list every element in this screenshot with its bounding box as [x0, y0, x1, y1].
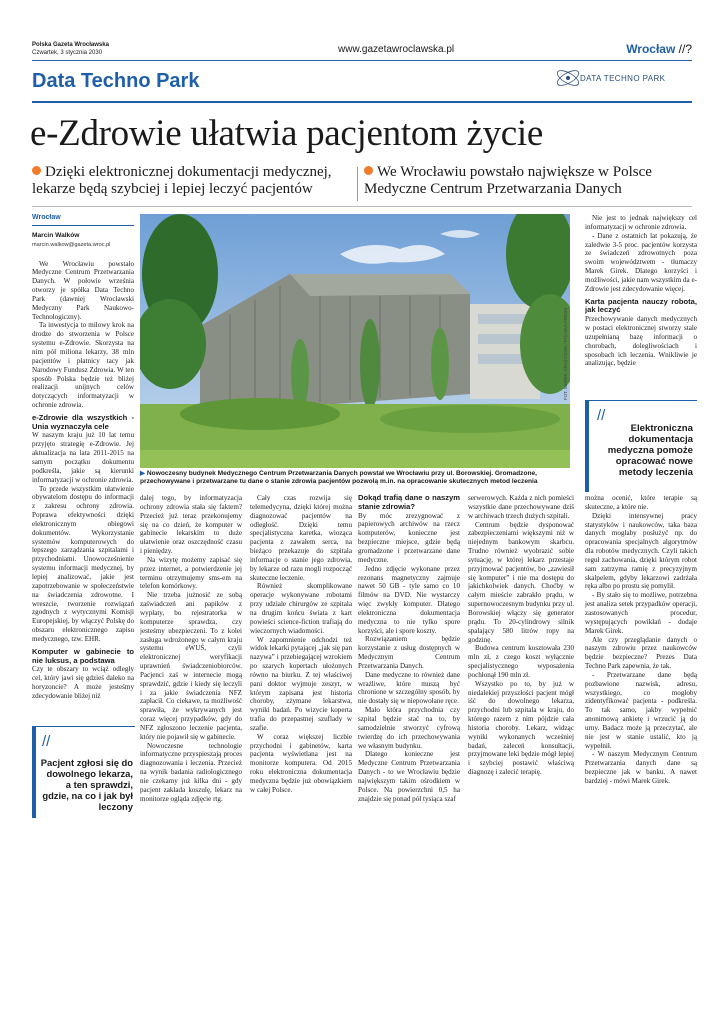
article-column-6 — [585, 494, 697, 816]
lead-1-text: Dzięki elektronicznej dokumentacji medycznej, lekarze będą szybciej i lepiej leczyć pacjentów — [32, 164, 332, 197]
photo-credit: FOT. MAREK GRAŻYŃSKI / POLSKA PRESS — [563, 307, 568, 400]
article-column-3 — [250, 494, 352, 814]
quote-mark-icon: // — [42, 733, 51, 750]
paragraph: Nie jest to jednak największy cel informatyzacji w ochronie zdrowia. — [585, 214, 697, 231]
paragraph: Również skomplikowane operacje wykonywane robotami przy udziale chirurgów ze szpitala na drugim końcu świata z kart powieści science-fiction trafiają do wieczornych wiadomości. — [250, 582, 352, 635]
paragraph: - Dane z ostatnich lat pokazują, że zaledwie 3-5 proc. pacjentów korzysta ze świadczeń zdrowotnych poza swoim województwem - tłumaczy Marek Girek. Dlatego korzyści i możliwości, jakie nam wszystkim da e-Zdrowie jest zdecydowanie więcej. — [585, 231, 697, 293]
paragraph: W coraz większej liczbie przychodni i gabinetów, karta pacjenta wyświetlana jest na monitorze komputera. Od 2015 roku elektroniczna dokumentacja medyczna będzie już obowiązkiem w całej Polsce. — [250, 732, 352, 794]
subheading: Komputer w gabinecie to nie luksus, a podstawa — [32, 646, 134, 665]
quote-mark-icon: // — [597, 407, 606, 424]
paragraph: Ta inwestycja to milowy krok na drodze do stworzenia w Polsce systemu e-Zdrowie. Skorzysta na nim pół miliona lekarzy, 38 mln pacjentów i płatnicy tacy jak Narodowy Fundusz Zdrowia. W ten sposób Polska będzie też bliżej realizacji unijnych celów dotyczących informatyzacji w ochronie zdrowia. — [32, 321, 134, 410]
article-column-5 — [468, 494, 574, 814]
city-name: Wrocław — [626, 42, 676, 56]
city-label — [626, 42, 692, 56]
bullet-dot-icon — [364, 166, 373, 175]
paragraph: dalej tego, by informatyzacja ochrony zdrowia stała się faktem? Przecież już teraz przekonujemy się na co dzień, że komputer w gabinecie lekarskim to duże ułatwienie oraz oszczędność czasu i pieniędzy. — [140, 494, 242, 556]
paragraph: - W naszym Medycznym Centrum Przetwarzania danych dane są bezpieczne jak w banku. A nawet bardziej - mówi Marek Girek. — [585, 750, 697, 785]
paragraph: Nowoczesne technologie informatyczne przyspieszają proces diagnozowania i leczenia. Przecież na wynik badania radiologicznego nie czekamy już kilka dni - gdy pacjent zakłada koszulę, lekarz na monitorze ogląda zdjęcie rtg. — [140, 741, 242, 803]
paragraph: W zapomnienie odchodzi też widok lekarki pytającej „jak się pan nazywa” i przebiegającej wzrokiem po szarych kopertach ułożonych równo na biurku. Z tej właściwej pani doktor wyjmuje zeszyt, w którym zapisana jest historia choroby, zżymane lekarstwa, wyniki badań. Po wizycie koperta trafia do przepastnej szuflady w szafie. — [250, 635, 352, 732]
header-rule — [32, 60, 692, 61]
pull-quote-text: Pacjent zgłosi się do dowolnego lekarza, a ten sprawdzi, gdzie, na co i jak był leczony — [40, 757, 133, 812]
paragraph: We Wrocławiu powstało Medyczne Centrum Przetwarzania Danych. W połowie września otworzy je spółka Data Techno Park (dawniej Wrocławski Medyczny Park Naukowo-Technologiczny). — [32, 259, 134, 321]
paragraph: Cały czas rozwija się telemedycyna, dzięki której można diagnozować pacjentów na odległość. Dzięki temu specjalistyczna karetka, wioząca pacjenta z zawałem serca, na bieżąco przekazuje do szpitala informacje o stanie jego zdrowia, by lekarze od razu mogli rozpocząć skuteczne leczenie. — [250, 494, 352, 582]
subheading: e-Zdrowie dla wszystkich - Unia wyznaczyła cele — [32, 412, 134, 431]
bullet-dot-icon — [32, 166, 41, 175]
paragraph: W naszym kraju już 10 lat temu przyjęto strategię e-Zdrowie. Jej aktualizacja na lata 2011-2015 na samym początku dokumentu podkreśla, jakie są kierunki informatyzacji w ochronie zdrowia. — [32, 431, 134, 484]
author: Marcin Walków — [32, 231, 80, 239]
paragraph: Dzięki intensywnej pracy statystyków i naukowców, taka baza danych mogłaby posłużyć np. do opracowania specjalnych algorytmów dla robotów medycznych. Czyli takich reguł zachowania, dzięki którym robot sam zatrzyma ramię z precyzyjnym skalpelem, gdyby lekarzowi zadrżała ręka albo po prostu się pomylił. — [585, 511, 697, 591]
subheading: Dokąd trafią dane o naszym stanie zdrowia? — [358, 494, 460, 511]
pull-quote-text: Elektroniczna dokumentacja medyczna pomoże opracować nowe metody leczenia — [607, 423, 693, 478]
pull-quote-1 — [585, 400, 697, 492]
caption-text: Nowoczesny budynek Medycznego Centrum Przetwarzania Danych powstał we Wrocławiu przy ul. Borowskiej. Gromadzone, przechowywane i przetwarzane tu dane o stanie zdrowia pacjentów pozwolą m.in. na opracowanie skutecznych metod leczenia — [140, 470, 538, 485]
paragraph: Rozwiązaniem będzie korzystanie z usług dostępnych w Medycznym Centrum Przetwarzania Danych. — [358, 635, 460, 670]
city-suffix: //? — [678, 42, 692, 56]
paragraph: serwerowych. Każda z nich pomieści wszystkie dane przechowywane dziś w archiwach trzech dużych szpitali. — [468, 494, 574, 520]
paragraph: Ale czy przeglądanie danych o naszym zdrowiu przez naukowców będzie bezpieczne? Prezes Data Techno Park zapewnia, że tak. — [585, 635, 697, 671]
article-column-4 — [358, 494, 460, 814]
paragraph: Jedno zdjęcie wykonane przez rezonans magnetyczny zajmuje nawet 50 GB - tyle samo co 10 filmów na DVD. Nie wystarczy więc zwykły komputer. Dlatego elektroniczna dokumentacja medyczna to nie tylko spore korzyści, ale i spore koszty. — [358, 564, 460, 635]
article-column-6-top — [585, 214, 697, 389]
masthead-info — [32, 42, 109, 57]
article-column-1 — [32, 214, 134, 714]
section-title: Data Techno Park — [32, 70, 200, 92]
paragraph: By móc zrezygnować z papierowych archiwów na rzecz komputerów, konieczne jest bezpieczne miejsce, gdzie będą gromadzone i przetwarzane dane medyczne. — [358, 511, 460, 564]
building-photo — [140, 214, 570, 468]
paragraph: To przede wszystkim ułatwienie obywatelom dostępu do informacji z zakresu ochrony zdrowia. Poprawa efektywności dzięki elektronicznym obiegowi dokumentów. Wykorzystanie systemów komputerowych do lepszego zarządzania szpitalami i przychodniami. Unowocześnienie systemu informacji medycznej, by lepiej analizować, jakie jest zapotrzebowanie w społeczeństwie na świadczenia zdrowotne. I wreszcie, tworzenie rozwiązań zgodnych z wytycznymi Komisji Europejskiej, by włączyć Polskę do obszaru elektronicznego zapisu medycznego, tzw. EHR. — [32, 484, 134, 643]
photo-caption — [140, 470, 572, 486]
caption-triangle-icon: ▶ — [140, 470, 146, 477]
paragraph: Przechowywanie danych medycznych w postaci elektronicznej stworzy stale uzupełnianą bazę informacji o chorobach, dolegliwościach i sposobach ich leczenia. Wnikliwie je analizując, będzie — [585, 315, 697, 368]
author-email[interactable]: marcin.walkow@gazeta.wroc.pl — [32, 241, 111, 248]
lead-divider — [357, 167, 358, 201]
headline: e-Zdrowie ułatwia pacjentom życie — [30, 113, 543, 154]
paragraph: Dane medyczne to również dane wrażliwe, które muszą być chronione w szczególny sposób, by nie dostały się w niepowołane ręce. — [358, 670, 460, 706]
paper-name: Polska Gazeta Wrocławska — [32, 42, 109, 48]
paragraph: Centrum będzie dysponować zabezpieczeniami większymi niż w niejednym bankowym skarbcu. Trudno również wyobrazić sobie sytuację, w której lekarz przestaje przyjmować pacjentów, bo „zawiesił się komputer” i nie ma dostępu do jakichkolwiek danych. Choćby w całym mieście zabrakło prądu, w supernowoczesnym budynku przy ul. Borowskiej włączy się generator prądu. To 20-cylindrowy silnik spalający 580 litrów ropy na godzinę. — [468, 520, 574, 644]
issue-date: Czwartek, 3 stycznia 2030 — [32, 49, 103, 56]
paragraph: Na wizytę możemy zapisać się przez internet, a potwierdzenie jej terminu otrzymujemy sms-em na telefon komórkowy. — [140, 555, 242, 591]
article-column-2 — [140, 494, 242, 814]
paragraph: Dlatego konieczne jest Medyczne Centrum Przetwarzania Danych - to we Wrocławiu będzie największym takim ośrodkiem w Polsce. Na powierzchni 0,5 ha znajdzie się ponad pół tysiąca szaf — [358, 750, 460, 803]
paragraph: Wszystko po to, by już w niedalekiej przyszłości pacjent mógł iść do dowolnego lekarza, przychodni lub szpitala w kraju, do którego razem z nim pójdzie cała historia choroby. Lekarz, widząc wyniki wykonanych wcześniej badań, zaleceń konsultacji, przyjmowane leki będzie mógł lepiej i szybciej postawić właściwą diagnozę i zalecić terapię. — [468, 679, 574, 777]
paragraph: można ocenić, które terapie są skuteczne, a które nie. — [585, 494, 697, 511]
paragraph: Budowa centrum kosztowała 230 mln zł, z czego koszt wyłącznie specjalistycznego wyposażenia pochłonął 190 mln zł. — [468, 644, 574, 679]
lead-2-text: We Wrocławiu powstało największe w Polsce Medyczne Centrum Przetwarzania Danych — [364, 164, 652, 197]
lead-rule — [32, 206, 692, 207]
pull-quote-2 — [32, 726, 135, 818]
lead-1 — [32, 164, 352, 198]
logo-wordmark: DATA TECHNO PARK — [580, 74, 666, 83]
lead-2 — [364, 164, 698, 198]
site-url[interactable]: www.gazetawroclawska.pl — [338, 44, 455, 55]
paragraph: Nie trzeba jużnosić ze sobą zaświadczeń ani papików z wypłaty, bo rejestratorka w komputerze sprawdza, czy jesteśmy ubezpieczeni. To z kolei zasługa wdrożonego w całym kraju systemu eWUŚ, czyli elektronicznej weryfikacji uprawnień świadczeniobiorców. Pacjenci zaś w internecie mogą sprawdzić, gdzie i kiedy się leczyli i za jakie świadczenia NFZ zapłacił. Co ciekawe, ta możliwość sprawiła, że wykrywanych jest coraz więcej przypadków, gdy do NFZ zgłoszono leczenie pacjenta, który nie pojawił się w gabinecie. — [140, 591, 242, 741]
subheading: Karta pacjenta nauczy robota, jak leczyć — [585, 296, 697, 315]
section-rule — [32, 101, 692, 103]
paragraph: - Przetwarzane dane będą pozbawione nazwisk, adresu, wszystkiego, co mogłoby zidentyfikować pacjenta - podkreśla. To tak samo, jakby wypełnić anonimową ankietę i wrzucić ją do urny. Badacz może ją przeczytać, ale nie jest w stanie ustalić, kto ją wypełnił. — [585, 670, 697, 750]
rubric: Wrocław — [32, 214, 134, 226]
paragraph: Czy te obszary to wciąż odległy cel, który jawi się gdzieś daleko na horyzoncie? A może jesteśmy zdecydowanie bliżej niż — [32, 665, 134, 700]
paragraph: Mało która przychodnia czy szpital będzie stać na to, by samodzielnie stworzyć cyfrową twierdzę do ich przechowywania we własnym budynku. — [358, 706, 460, 750]
paragraph: - By stało się to możliwe, potrzebna jest analiza setek przypadków operacji, zastosowanych procedur, występujących powikłań - dodaje Marek Girek. — [585, 591, 697, 635]
